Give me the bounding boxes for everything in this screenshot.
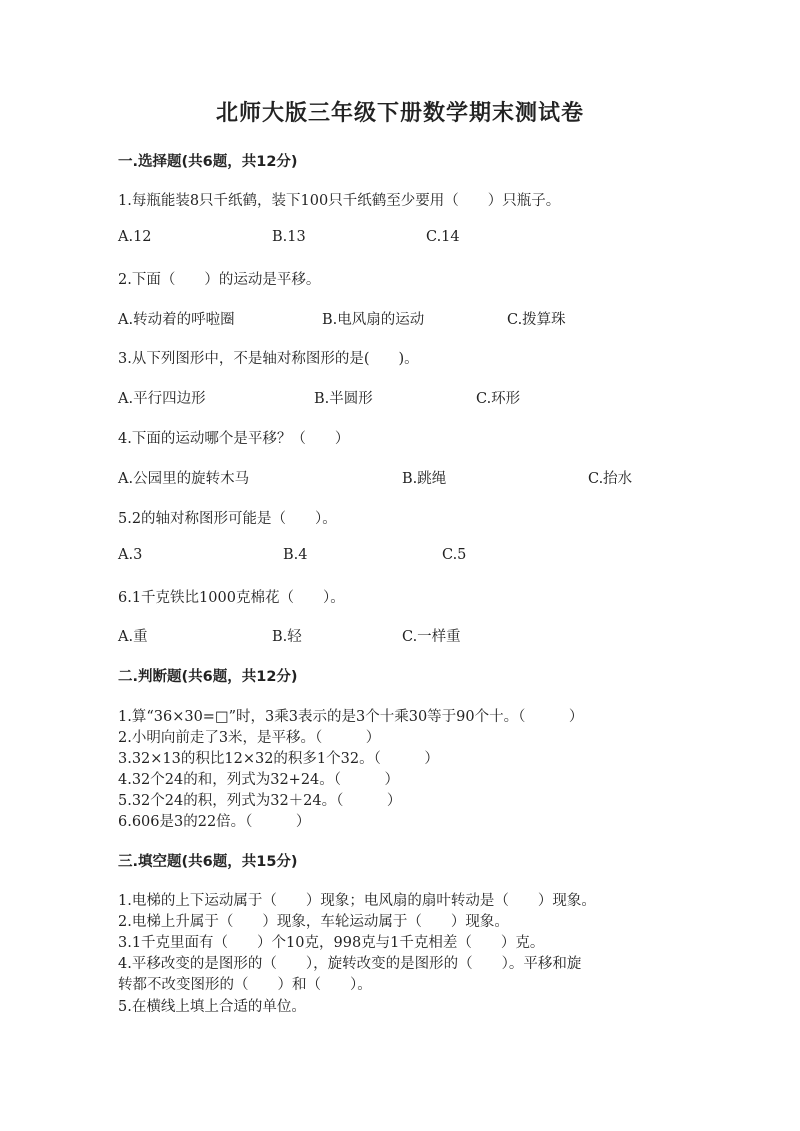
judge-item: 5.32个24的积，列式为32＋24。（ ） [118, 793, 402, 809]
section-heading-choice: 一.选择题(共6题，共12分) [118, 154, 298, 170]
section-heading-judge: 二.判断题(共6题，共12分) [118, 669, 298, 685]
judge-item: 4.32个24的和，列式为32+24。（ ） [118, 772, 400, 788]
question-text: 1.每瓶能装8只千纸鹤，装下100只千纸鹤至少要用（ ）只瓶子。 [118, 193, 561, 209]
fill-item: 2.电梯上升属于（ ）现象，车轮运动属于（ ）现象。 [118, 914, 509, 930]
fill-item: 5.在横线上填上合适的单位。 [118, 999, 306, 1015]
option-b: B.13 [272, 229, 306, 245]
option-a: A.转动着的呼啦圈 [118, 312, 235, 328]
fill-item: 1.电梯的上下运动属于（ ）现象；电风扇的扇叶转动是（ ）现象。 [118, 893, 596, 909]
question-text: 2.下面（ ）的运动是平移。 [118, 272, 321, 288]
option-a: A.平行四边形 [118, 391, 206, 407]
option-a: A.公园里的旋转木马 [118, 471, 250, 487]
page-title: 北师大版三年级下册数学期末测试卷 [215, 101, 584, 126]
fill-item: 4.平移改变的是图形的（ ），旋转改变的是图形的（ ）。平移和旋 [118, 956, 582, 972]
fill-item: 3.1千克里面有（ ）个10克，998克与1千克相差（ ）克。 [118, 935, 545, 951]
option-c: C.一样重 [402, 629, 461, 645]
option-b: B.电风扇的运动 [322, 312, 425, 328]
question-text: 5.2的轴对称图形可能是（ ）。 [118, 511, 337, 527]
option-c: C.抬水 [588, 471, 633, 487]
section-heading-fill: 三.填空题(共6题，共15分) [118, 854, 298, 870]
option-b: B.半圆形 [314, 391, 373, 407]
judge-item: 1.算“36×30=□”时，3乘3表示的是3个十乘30等于90个十。（ ） [118, 709, 584, 725]
option-b: B.跳绳 [402, 471, 447, 487]
judge-item: 6.606是3的22倍。（ ） [118, 814, 311, 830]
option-a: A.3 [118, 547, 143, 563]
option-c: C.拨算珠 [507, 312, 566, 328]
judge-item: 3.32×13的积比12×32的积多1个32。（ ） [118, 751, 439, 767]
option-c: C.14 [426, 229, 460, 245]
judge-item: 2.小明向前走了3米，是平移。（ ） [118, 730, 381, 746]
option-c: C.环形 [476, 391, 521, 407]
question-text: 4.下面的运动哪个是平移？（ ） [118, 431, 350, 447]
option-a: A.重 [118, 629, 148, 645]
option-b: B.4 [283, 547, 308, 563]
option-b: B.轻 [272, 629, 302, 645]
option-a: A.12 [118, 229, 152, 245]
question-text: 6.1千克铁比1000克棉花（ ）。 [118, 590, 345, 606]
fill-item-continuation: 转都不改变图形的（ ）和（ ）。 [118, 977, 372, 993]
option-c: C.5 [442, 547, 467, 563]
question-text: 3.从下列图形中，不是轴对称图形的是( )。 [118, 351, 419, 367]
